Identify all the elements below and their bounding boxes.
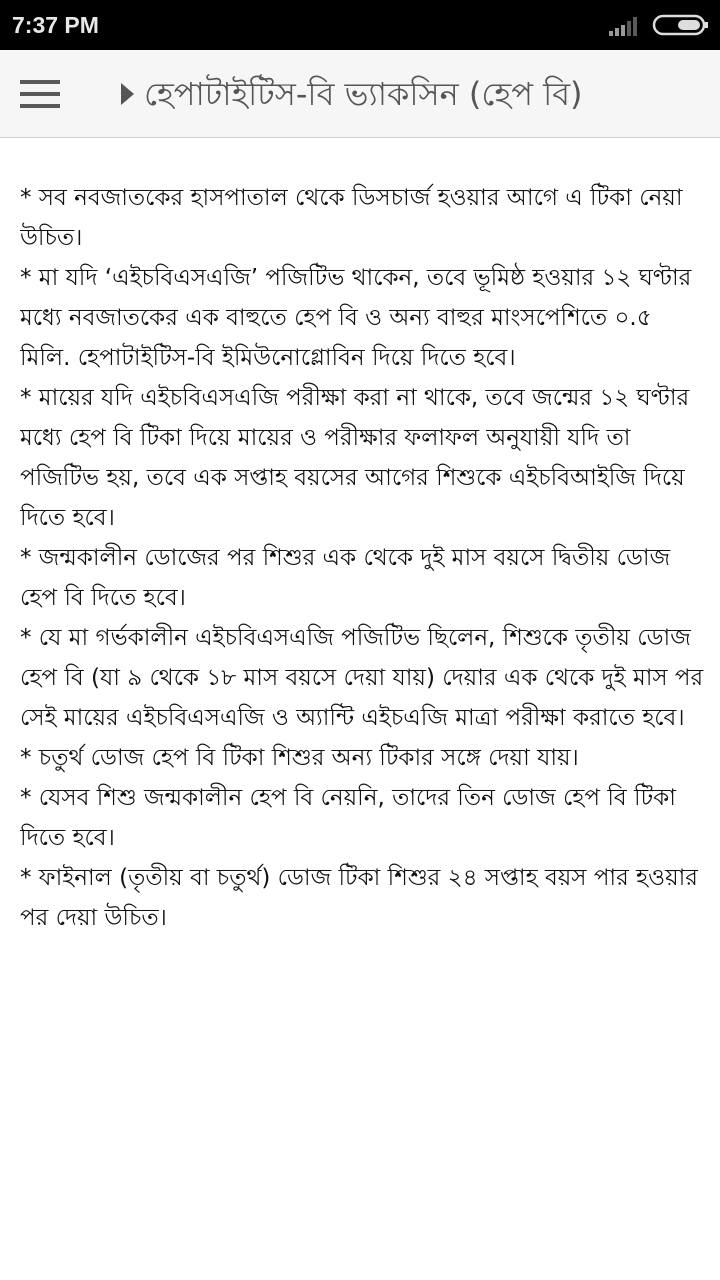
article-content: [20, 178, 704, 1258]
paragraph: * যেসব শিশু জন্মকালীন হেপ বি নেয়নি, তাদের তিন ডোজ হেপ বি টিকা দিতে হবে।: [20, 785, 676, 851]
signal-icon: [608, 14, 642, 36]
paragraph: * চতুর্থ ডোজ হেপ বি টিকা শিশুর অন্য টিকার সঙ্গে দেয়া যায়।: [20, 745, 579, 771]
paragraph: * জন্মকালীন ডোজের পর শিশুর এক থেকে দুই মাস বয়সে দ্বিতীয় ডোজ হেপ বি দিতে হবে।: [20, 545, 671, 611]
menu-icon[interactable]: [12, 70, 68, 118]
paragraph: * যে মা গর্ভকালীন এইচবিএসএজি পজিটিভ ছিলেন, শিশুকে তৃতীয় ডোজ হেপ বি (যা ৯ থেকে ১৮ মাস বয়সে দেয়া যায়) দেয়ার এক থেকে দুই মাস পর সেই মায়ের এইচবিএসএজি ও অ্যান্টি এইচএজি মাত্রা পরীক্ষা করাতে হবে।: [20, 625, 704, 731]
app-bar: [0, 50, 720, 138]
page-title: হেপাটাইটিস-বি ভ্যাকসিন (হেপ বি): [144, 75, 583, 113]
paragraph: * ফাইনাল (তৃতীয় বা চতুর্থ) ডোজ টিকা শিশুর ২৪ সপ্তাহ বয়স পার হওয়ার পর দেয়া উচিত।: [20, 865, 698, 931]
paragraph: * মায়ের যদি এইচবিএসএজি পরীক্ষা করা না থাকে, তবে জন্মের ১২ ঘণ্টার মধ্যে হেপ বি টিকা দিয়ে মায়ের ও পরীক্ষার ফলাফল অনুযায়ী যদি তা পজিটিভ হয়, তবে এক সপ্তাহ বয়সের আগের শিশুকে এইচবিআইজি দিয়ে দিতে হবে।: [20, 385, 690, 531]
paragraph: * সব নবজাতকের হাসপাতাল থেকে ডিসচার্জ হওয়ার আগে এ টিকা নেয়া উচিত।: [20, 185, 683, 251]
status-bar: [0, 0, 720, 50]
caret-right-icon: [121, 83, 134, 105]
status-time: 7:37 PM: [12, 12, 99, 38]
battery-icon: [652, 14, 710, 36]
paragraph: * মা যদি ‘এইচবিএসএজি’ পজিটিভ থাকেন, তবে ভূমিষ্ঠ হওয়ার ১২ ঘণ্টার মধ্যে নবজাতকের এক বাহুতে হেপ বি ও অন্য বাহুর মাংসপেশিতে ০.৫ মিলি. হেপাটাইটিস-বি ইমিউনোগ্লোবিন দিয়ে দিতে হবে।: [20, 265, 692, 371]
